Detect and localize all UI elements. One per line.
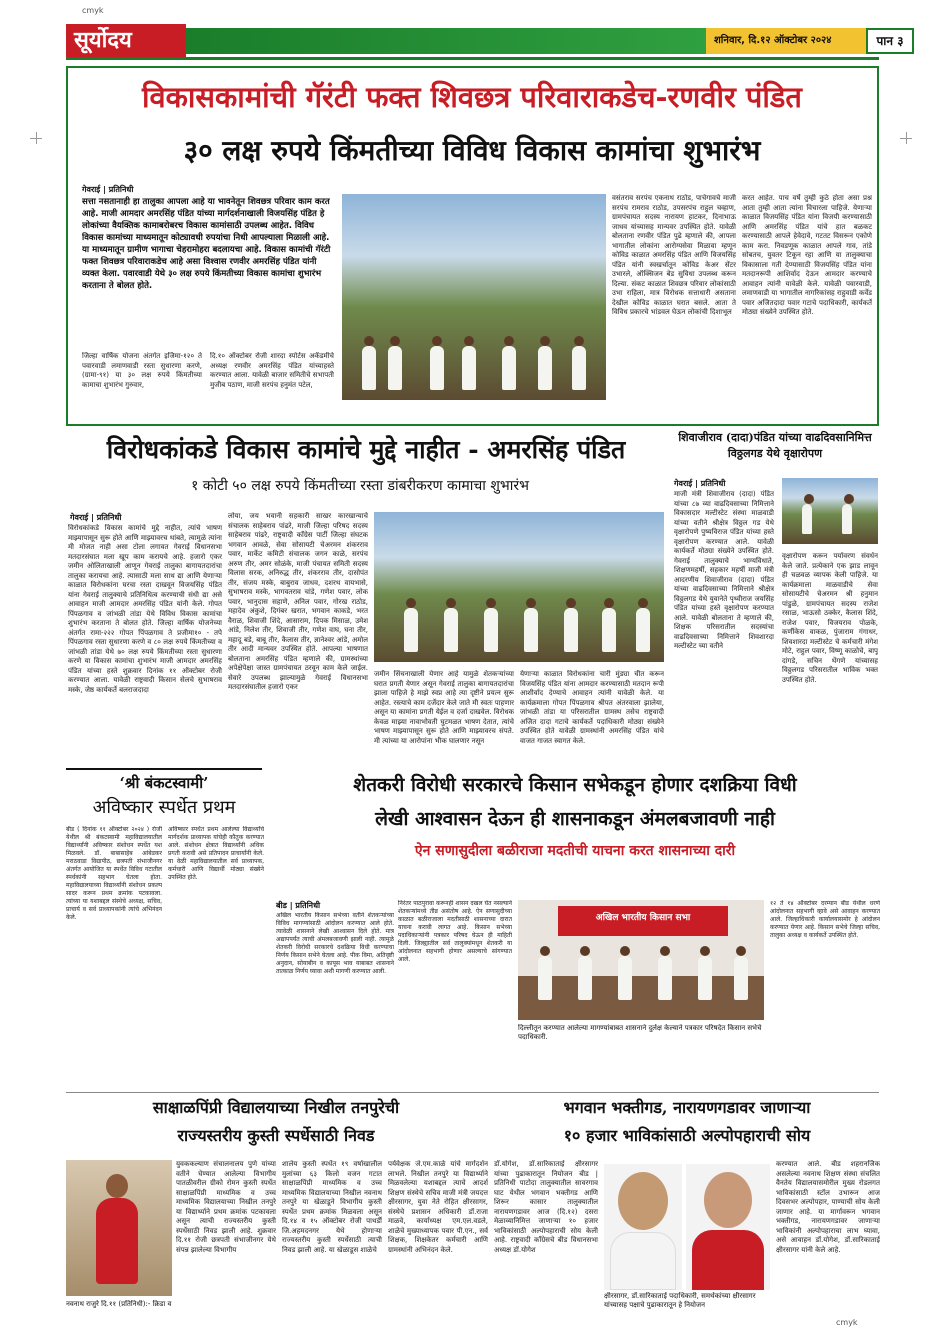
story-4-col-b: अविष्कार स्पर्धेत प्रथम आलेल्या विद्यार्थ्यांचे मार्गदर्शक प्राध्यापक यांचेही कौतुक करण्यात आले. संशोधन क्षेत्रात विद्यार्थ्यांनी अधिक प्रगती करावी असे प्रतिपादन प्राचार्यांनी केले. या वेळी महाविद्यालयातील सर्व प्राध्यापक, कर्मचारी आणि विद्यार्थी मोठ्या संख्येने उपस्थित होते. [168,826,264,881]
story-7-col-b: करण्यात आले. बीड शहरानजिक असलेल्या नवनाथ शिक्षण संस्था संचलित वैनतेय विद्यालयासमोरील मुख्य रोडलगत भाविकांसाठी स्टॉल उभारून आज दिवसभर अल्पोपहार, पाण्याची सोय केली जाणार आहे. या मार्गावरून भगवान भक्तीगड, नारायणगडावर जाणाऱ्या भाविकांनी अल्पोपहाराचा लाभ घ्यावा, असे आवाहन डॉ.योगेश, डॉ.सारिकाताई क्षीरसागर यांनी केले आहे. [776,1160,880,1254]
story-1-col-a: जिल्हा वार्षिक योजना अंतर्गत इजिमा-१२० ते पवारवाडी लमाणवाडी रस्ता सुधारणा करणे, (ग्रामा-९१) या ३० लक्ष रुपये किंमतीच्या कामाचा शुभारंभ गुरुवार, [82,352,202,389]
story-6-caption: नवनाथ राजुरे दि.११ (प्रतिनिधी):- क्रिडा व [66,1300,172,1308]
story-2-col-b: लोया, जय भवानी सहकारी साखर कारखान्याचे संचालक साहेबराव पांढरे, माजी जिल्हा परिषद सदस्य साहेबराव पांढरे, राष्ट्रवादी काँग्रेस पार्टी जिल्हा संघटक भगवान आवळे, सेवा सोसायटी चेअरमन शंकरराव पवार, मार्केट कमिटी संचालक जगन काळे, सरपंच अरुण तीर, अमर सोळंके, माजी पंचायत समिती सदस्य विलास सरक, अनिरुद्ध तीर, शंकरराव तीर, दासोपंत तीर, संजय मस्के, बाबुराव जाधव, दशरथ वायभासे, सुभाषराव मस्के, भागवतराव चांडे, गणेश पवार, लोक पवार, भानुदास सहाणे, अनिल पवार, गोरख राठोड, महादेव अंकुशे, दिगंबर खरात, भगवान काकडे, भरत वैराळ, शिवाजी शिंदे, आसाराम, दिपक मिसाळ, उमेश आंडे, निलेश तीर, शिवाजी तीर, गणेश वाघ, घना तीर, महादू बडे, बाबू तीर, कैलास तीर, ज्ञानेश्वर आंडे, अमोल तीर आदी मान्यवर उपस्थित होते. आपल्या भाषणात बोलताना अमरसिंह पंडित म्हणाले की, ग्रामस्थांच्या अपेक्षेपेक्षा जास्त ग्रामपंचायत ठरवून काम केले जाईल. सेवारे उपलब्ध झाल्यामुळे गेवराई विधानसभा मतदारसंघातील हजारो एकर [228,512,368,691]
story-5-col-b: निरंतर पाठपुरावा करूनही शासन दखल घेत नसल्याने शेतकऱ्यांमध्ये तीव्र असंतोष आहे. ऐन सणासुदीच्या काळात बळीराजाला मदतीसाठी शासनाच्या दारात याचना करावी लागत आहे. किसान सभेच्या पदाधिकाऱ्यांनी पत्रकार परिषद घेऊन ही माहिती दिली. जिल्ह्यातील सर्व तालुक्यांमधून शेतकरी या आंदोलनात सहभागी होणार असल्याचे सांगण्यात आले. [398,900,512,963]
story-2-col-c: जमीन सिंचनाखाली येणार आहे यामुळे शेतकऱ्यांच्या घरात प्रगती येणार असून गेवराई तालुका बागायतदारांचा झाला पाहिजे हे माझे स्वप्न आहे त्या दृष्टीने प्रयत्न सुरू आहेत. रस्त्याचे काम दर्जेदार केले जाते मी स्वतः पाहणार असून या कामांना प्रगती येईल व दर्जा दाखवेल. विरोधक केवळ माझ्या नावाभोवती घुटमळत भाषण देतात, त्यांचे भाषण माझ्यापासून सुरू होते आणि माझ्यावरच संपते. मी त्यांच्या या आरोपांना भीक घालणार नसून [374,670,514,745]
story-1-photo [342,194,606,400]
story-1-subhead: ३० लक्ष रुपये किंमतीच्या विविध विकास कामांचा शुभारंभ [183,134,761,167]
story-3-col-a: माजी मंत्री शिवाजीराव (दादा) पंडित यांच्या ८७ व्या वाढदिवसाच्या निमित्ताने विकासदार मल्टीस्टेट संस्था माळवाडी यांच्या वतीने श्रीक्षेत्र विठ्ठल गड येथे वृक्षारोपणे पुष्यविराज पंडित यांच्या हस्ते वृक्षारोपण करण्यात आले. यावेळी कार्यकर्ते मोठ्या संख्येने उपस्थित होते. गेवराई तालुक्याचे भाग्यविधाते, शिक्षणमहर्षी, सहकार महर्षी माजी मंत्री आदरणीय शिवाजीराव (दादा) पंडित यांच्या वाढदिवसाच्या निमित्ताने श्रीक्षेत्र विठ्ठलगड येथे युवानेते पृथ्वीराज जयसिंह पंडित यांच्या हस्ते वृक्षारोपण करण्यात आले. यावेळी बोलताना ते म्हणाले की, शिक्षक परिसरातील सदस्यांचा वाढदिवसाच्या निमित्ताने शिवशारदा मल्टीस्टेट च्या वतीने [674,490,774,650]
header-bar [186,28,706,54]
story-7-portrait-right [686,1164,770,1290]
story-5-byline: बीड | प्रतिनिधी [276,901,321,910]
story-2-headline: विरोधकांकडे विकास कामांचे मुद्दे नाहीत - अमरसिंह पंडित [106,435,626,464]
story-3-photo [782,478,878,544]
cmyk-label: cmyk [82,6,104,15]
page-header [66,24,904,60]
page-number: पान ३ [866,28,914,54]
story-7-headline-1: भगवान भक्तीगड, नारायणगडावर जाणाऱ्या [563,1098,811,1117]
story-1-col-d: करत आहेत. पाच वर्षे तुम्ही कुठे होता असा प्रश्न आता तुम्ही आता त्यांना विचारला पाहिजे. येणाऱ्या काळात विजयसिंह पंडित यांना विजयी करण्यासाठी आणि अमरसिंह पंडित यांचे हात बळकट करण्यासाठी आपले हेवेदावे, गटतट विसरून एकोणे काम करा. निवडणूक काळात आपले गाव, तांडे सोबतच, युवतर टिकून रहा आणि या तालुक्याचा विकासाला गती देण्यासाठी विजयसिंह पंडित यांना मतदानरूपी आशिर्वाद देऊन आमदार करण्याचे आवाहन त्यांनी यावेळी केले. यावेळी पवारवाडी, लमाणवाडी या भागातील नागरिकांसह राहुवाडी कर्वेड पवार अजितदादा पवार गटाचे पदाधिकारी, कार्यकर्ते मोठ्या संख्येने उपस्थित होते. [742,194,872,316]
story-1-lead: सत्ता नसतानाही हा तालुका आपला आहे या भावनेतून शिवछत्र परिवार काम करत आहे. माजी आमदार अमरसिंह पंडित यांच्या मार्गदर्शनाखाली विजयसिंह पंडित हे लोकांच्या वैयक्तिक कामाबरोबरच विकास कामांसाठी उपलब्ध आहेत. विविध विकास कामांच्या माध्यमातून कोट्यावधी रुपयांचा निधी आपल्याला मिळाली आहे. या माध्यमातून ग्रामीण भागाचा चेहरामोहरा बदलायचा आहे. विकास कामांची गॅरंटी फक्त शिवछत्र परिवाराकडेच आहे असा विश्वास रणवीर अमरसिंह पंडित यांनी व्यक्त केला. पवारवाडी येथे ३० लक्ष रुपये किंमतीच्या विकास कामांचा शुभारंभ करताना ते बोलत होते. [82,197,331,291]
story-6-col-a: युवककल्याण संचालनालय पुणे यांच्या वतीने घेण्यात आलेल्या विभागीय पातळीवरील ग्रीको रोमन कुस्ती स्पर्धेत साक्षाळपिंप्री माध्यमिक व उच्च माध्यमिक विद्यालयाच्या निखील तनपुरे या विद्यार्थ्याने प्रथम क्रमांक पटकावला असून त्याची राज्यस्तरीय कुस्ती स्पर्धेसाठी निवड झाली आहे. शुक्रवार दि.११ रोजी छत्रपती संभाजीनगर येथे संपन्न झालेल्या विभागीय [176,1160,276,1254]
story-5-col-a: अखिल भारतीय किसान सभेच्या वतीने शेतकऱ्यांच्या विविध मागण्यांसाठी आंदोलन करण्यात आले होते. त्यावेळी शासनाने लेखी आश्वासन दिले होते. मात्र अद्यापपर्यंत त्याची अंमलबजावणी झाली नाही. त्यामुळे शेतकरी विरोधी सरकारचे दशक्रिया विधी करण्याचा निर्णय किसान सभेने घेतला आहे. पीक विमा, अतिवृष्टी अनुदान, सोयाबीन व कापूस भाव याबाबत शासनाने तात्काळ निर्णय घ्यावा अशी मागणी करण्यात आली. [276,912,394,975]
story-2-photo [374,512,664,662]
story-7-headline-2: १० हजार भाविकांसाठी अल्पोपहाराची सोय [563,1126,811,1145]
story-6-col-c: पर्यवेक्षक जे.एम.काळे यांचे मार्गदर्शन लाभले. निखील तनपुरे या विद्यार्थ्याने मिळवलेल्या यशाबद्दल त्याचे आदर्श शिक्षण संस्थेचे सचिव माजी मंत्री जयदत्त क्षीरसागर, युवा नेते रोहित क्षीरसागर, संस्थेचे प्रशासन अधिकारी डॉ.राजा माळवे, कार्याध्यक्ष एम.एल.वडले, शाळेचे मुख्याध्यापक पवार पी.एन., सर्व शिक्षक, शिक्षकेतर कर्मचारी आणि ग्रामस्थांनी अभिनंदन केले. [388,1160,488,1254]
story-1-byline: गेवराई | प्रतिनिधी [82,185,134,194]
issue-date: शनिवार, दि.१२ ऑक्टोबर २०२४ [706,28,866,54]
story-6-headline-2: राज्यस्तरीय कुस्ती स्पर्धेसाठी निवड [177,1126,375,1145]
story-3-byline: गेवराई | प्रतिनिधी [674,479,726,488]
story-4-subtitle: अविष्कार स्पर्धेत प्रथम [92,797,236,818]
registration-mark [906,132,907,144]
story-5-subhead: ऐन सणासुदीला बळीराजा मदतीची याचना करत शासनाच्या दारी [414,843,736,859]
story-2-col-a: विरोधकांकडे विकास कामांचे मुद्दे नाहीत, त्यांचे भाषण माझ्यापासून सुरू होते आणि माझ्यावरच थांबते, त्यामुळे त्यांना मी मोजत नाही असा टोला लगावत गेवराई विधानसभा मतदारसंघात मला खूप काम करायचे आहे. हजारो एकर जमीन ओलिताखाली आणून गेवराई तालुका बागायतदारांचा तालुका करायचा आहे. त्यासाठी मला साथ द्या आणि येणाऱ्या काळात विरोधकांना घरचा रस्ता दाखवून विजयसिंह पंडित यांना गेवराई तालुक्याचे प्रतिनिधित्व करण्याची संधी द्या असे आवाहन माजी आमदार अमरसिंह पंडित यांनी केले. गोपत पिंपळगाव व जांभळी तांडा येथे विविध विकास कामांचा शुभारंभ करताना ते बोलत होते. जिल्हा वार्षिक योजनेच्या अंतर्गत रामा-२२२ गोपत पिंपळगाव ते प्रजीमा१० - तपे पिंपळगाव रस्ता सुधारणा करणे व ८० लक्ष रुपये किंमतीच्या व जांभळी तांडा येथे ७० लक्ष रुपये किंमतीच्या रस्ता सुधारणा करणे या विकास कामांचा शुभारंभ माजी आमदार अमरसिंह पंडित यांच्या हस्ते शुक्रवार दिनांक ११ ऑक्टोबर रोजी करण्यात आला. यावेळी राष्ट्रवादी किसान सेलचे सुभाषराव मस्के, जेष्ठ कार्यकर्ते बलराजदादा [68,524,222,694]
story-5-headline-1: शेतकरी विरोधी सरकारचे किसान सभेकडून होणार दशक्रिया विधी [353,774,797,796]
story-2-byline: गेवराई | प्रतिनिधी [70,513,122,522]
story-3-headline: शिवाजीराव (दादा)पंडित यांच्या वाढदिवसानिमित्त विठ्ठलगड येथे वृक्षारोपण [678,431,872,460]
story-2-subhead: १ कोटी ५० लक्ष रुपये किंमतीच्या रस्ता डांबरीकरण कामाचा शुभारंभ [191,478,529,494]
story-1-col-b: दि.१० ऑक्टोबर रोजी शारदा स्पोर्टस अकॅडमीचे अध्यक्ष रणवीर अमरसिंह पंडित यांच्याहस्ते करण्यात आला. यावेळी बाजार समितीचे सभापती मुजीब पठाण, माजी सरपंच हनुमंत पटेल, [210,352,334,389]
story-5-headline-2: लेखी आश्वासन देऊन ही शासनाकडून अंमलबजावणी नाही [375,808,775,830]
story-5-photo [518,900,764,1020]
story-5-table [518,976,764,1020]
registration-mark [36,132,37,144]
story-5-col-c: १२ ते १४ ऑक्टोबर दरम्यान बीड येथील धरणे आंदोलनात सहभागी व्हावे असे आवाहन करण्यात आले. जिल्हाधिकारी कार्यालयासमोर हे आंदोलन करण्यात येणार आहे. किसान सभेचे जिल्हा सचिव, तालुका अध्यक्ष व कार्यकर्ते उपस्थित होते. [770,900,880,939]
story-6-headline-1: साक्षाळपिंप्री विद्यालयाच्या निखील तनपुरेची [152,1098,400,1117]
story-6-photo [66,1160,172,1296]
paper-logo: सूर्योदय [66,24,186,57]
section-divider [66,1092,879,1093]
story-1-col-c: वसंतराव सरपंच एकनाथ राठोड, पाचेगावचे माजी सरपंच रामराव राठोड, उपसरपंच राहुल चव्हाण, ग्रामपंचायत सदस्य नारायण हाटकर, दिनाभाऊ जाधव यांच्यासह मान्यवर उपस्थित होते. यावेळी बोलताना रणवीर पंडित पुढे म्हणाले की, आपला भागातील लोकांना आरोग्यसेवा मिळावा म्हणून कोविड काळात अमरसिंह पंडित आणि विजयसिंह पंडित यांनी स्वखर्चातून कोविड केअर सेंटर उभारले, ऑक्सिजन बेड सुविधा उपलब्ध करून दिल्या. संकट काळात शिवछत्र परिवार लोकांसाठी उभा राहिला, मात्र विरोधक सत्ताधारी असताना देखील कोविड काळात घरात बसले. आता ते विविध प्रकारचे भांडवल घेऊन लोकांची दिशाभूल [612,194,736,316]
cmyk-label-bottom: cmyk [836,1318,858,1327]
story-6-col-b: शालेय कुस्ती स्पर्धेत १९ वर्षाखालील मुलांच्या ६३ किलो वजन गटात साक्षाळपिंप्री माध्यमिक व उच्च माध्यमिक विद्यालयाच्या निखील नवनाथ तनपुरे या खेळाडूने विभागीय कुस्ती स्पर्धेत प्रथम क्रमांक मिळवला असून दि.१४ व १५ ऑक्टोबर रोजी पाथर्डी जि.अहमदनगर येथे होणाऱ्या राज्यस्तरीय कुस्ती स्पर्धेसाठी त्याची निवड झाली आहे. या खेळाडूस शाळेचे [282,1160,382,1254]
story-7-col-a: डॉ.योगेश, डॉ.सारिकाताई क्षीरसागर यांच्या पुढाकारातून नियोजन बीड | प्रतिनिधी पाटोदा तालुक्यातील सावरगाव घाट येथील भगवान भक्तीगड आणि शिरूर कासार तालुक्यातील नारायणगडावर आज (दि.१२) दसरा मेळाव्यानिमित्त जाणाऱ्या १० हजार भाविकांसाठी अल्पोपहाराची सोय केली आहे. राष्ट्रवादी काँग्रेसचे बीड विधानसभा अध्यक्ष डॉ.योगेश [494,1160,598,1254]
story-4-col-a: बीड ( दिनांक ११ ऑक्टोबर २०२४ ) रोजी येथील श्री बंकटस्वामी महाविद्यालयातील विद्यार्थ्यांनी अविष्कार संशोधन स्पर्धेत यश मिळवले. डॉ. बाबासाहेब आंबेडकर मराठवाडा विद्यापीठ, छत्रपती संभाजीनगर अंतर्गत आयोजित या स्पर्धेत विविध गटातील स्पर्धकांनी सहभाग घेतला होता. महाविद्यालयाच्या विद्यार्थ्यांनी संशोधन प्रकल्प सादर करून प्रथम क्रमांक पटकावला. त्यांच्या या यशाबद्दल संस्थेचे अध्यक्ष, सचिव, प्राचार्य व सर्व प्राध्यापकांनी त्यांचे अभिनंदन केले. [66,826,162,921]
story-5-banner: अखिल भारतीय किसान सभा [558,906,728,936]
story-5-photo-caption: दिल्लीतून करण्यात आलेल्या मागण्यांबाबत शासनाने दुर्लक्ष केल्याने पत्रकार परिषदेत किसान सभेचे पदाधिकारी. [518,1024,762,1041]
story-7-caption: क्षीरसागर, डॉ.सारिकाताई पदाधिकारी, समर्थकांच्या क्षीरसागर यांच्यासह पक्षाचे पुढाकारातून हे नियोजन [604,1292,756,1309]
story-4-rule [66,768,262,770]
story-2-col-d: येणाऱ्या काळात विरोधकांना चारी मुंड्या चीत करून विजयसिंह पंडित यांना आमदार करण्यासाठी मतदान रूपी आशीर्वाद देण्याचे आवाहन त्यांनी यावेळी केले. या कार्यक्रमाला गोपत पिंपळगाव श्रीपत अंतरवाला झालेया, जांभळी तांडा या परिसरातील ग्रामस्थ तसेच राष्ट्रवादी अजित दादा गटाचे कार्यकर्ते पदाधिकारी मोठ्या संख्येने उपस्थित होते यावेळी ग्रामस्थांनी अमरसिंह पंडित यांचे वाजत गाजत स्वागत केले. [520,670,664,745]
story-7-portrait-left [604,1164,682,1290]
story-4-title: ‘श्री बंकटस्वामी’ [119,774,209,792]
story-3-col-b: वृक्षारोपण करून पर्यावरण संवर्धन केले जाते. प्रत्येकाने एक झाड लावून ही चळवळ व्यापक केली पाहिजे. या कार्यक्रमाला माळवाडीचे सेवा सोसायटीचे चेअरमन श्री हनुमान पांडुळे, ग्रामपंचायत सदस्य राजेश रसाळ, भाऊसो ठक्केर, कैलास शिंदे, राजेश पवार, विजयराव पोळके, कर्णीकेस वाकळ, पुंजाराम गंगाधर, शिवशारदा मल्टीस्टेट चे कर्मचारी मंगेश मोटे, राहुल पवार, विष्णू काळोचे, बापू दांगडे, सचिन थेंगणे यांच्यासह विठ्ठलगड परिसरातील भाविक भक्त उपस्थित होते. [782,552,878,684]
story-1-headline: विकासकामांची गॅरंटी फक्त शिवछत्र परिवाराकडेच-रणवीर पंडित [142,80,802,114]
